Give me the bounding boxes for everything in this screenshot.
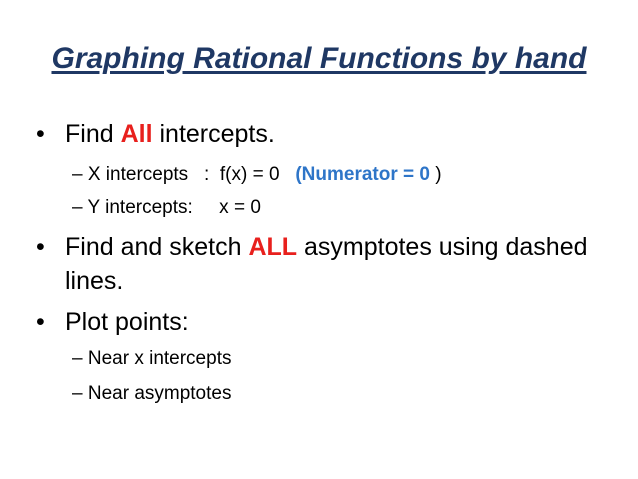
dash-icon: – [72, 197, 83, 218]
bullet-dot-icon: • [36, 120, 45, 148]
slide-title: Graphing Rational Functions by hand [51, 42, 587, 75]
dash-icon: – [72, 383, 83, 404]
sub-bullet-x-intercepts [72, 163, 442, 187]
sub-bullet-near-x-intercepts [72, 347, 231, 371]
sub-bullet-text: Near x intercepts [87, 348, 232, 369]
bullet-text [65, 232, 588, 262]
highlight-all: All [120, 120, 153, 148]
sub-bullet-text: X intercepts : f(x) = 0 [87, 164, 296, 185]
bullet-dot-icon: • [36, 233, 45, 261]
sub-bullet-y-intercepts [72, 196, 261, 220]
bullet-text: Plot points: [65, 308, 189, 336]
bullet-text-part: intercepts. [152, 120, 275, 148]
highlight-all-caps: ALL [248, 233, 298, 261]
sub-bullet-text: Near asymptotes [87, 383, 232, 404]
numerator-note: (Numerator = 0 [295, 164, 430, 185]
bullet-text-part: Find [65, 120, 121, 148]
bullet-text-part: Find and sketch [65, 233, 249, 261]
sub-bullet-tail: ) [429, 164, 442, 185]
bullet-dot-icon: • [36, 308, 45, 336]
bullet-text: lines. [65, 267, 124, 295]
dash-icon: – [72, 348, 83, 369]
bullet-text-part: asymptotes using dashed [297, 233, 588, 261]
sub-bullet-near-asymptotes [72, 382, 231, 406]
sub-bullet-text: Y intercepts: x = 0 [87, 197, 261, 218]
dash-icon: – [72, 164, 83, 185]
bullet-text [65, 119, 275, 149]
